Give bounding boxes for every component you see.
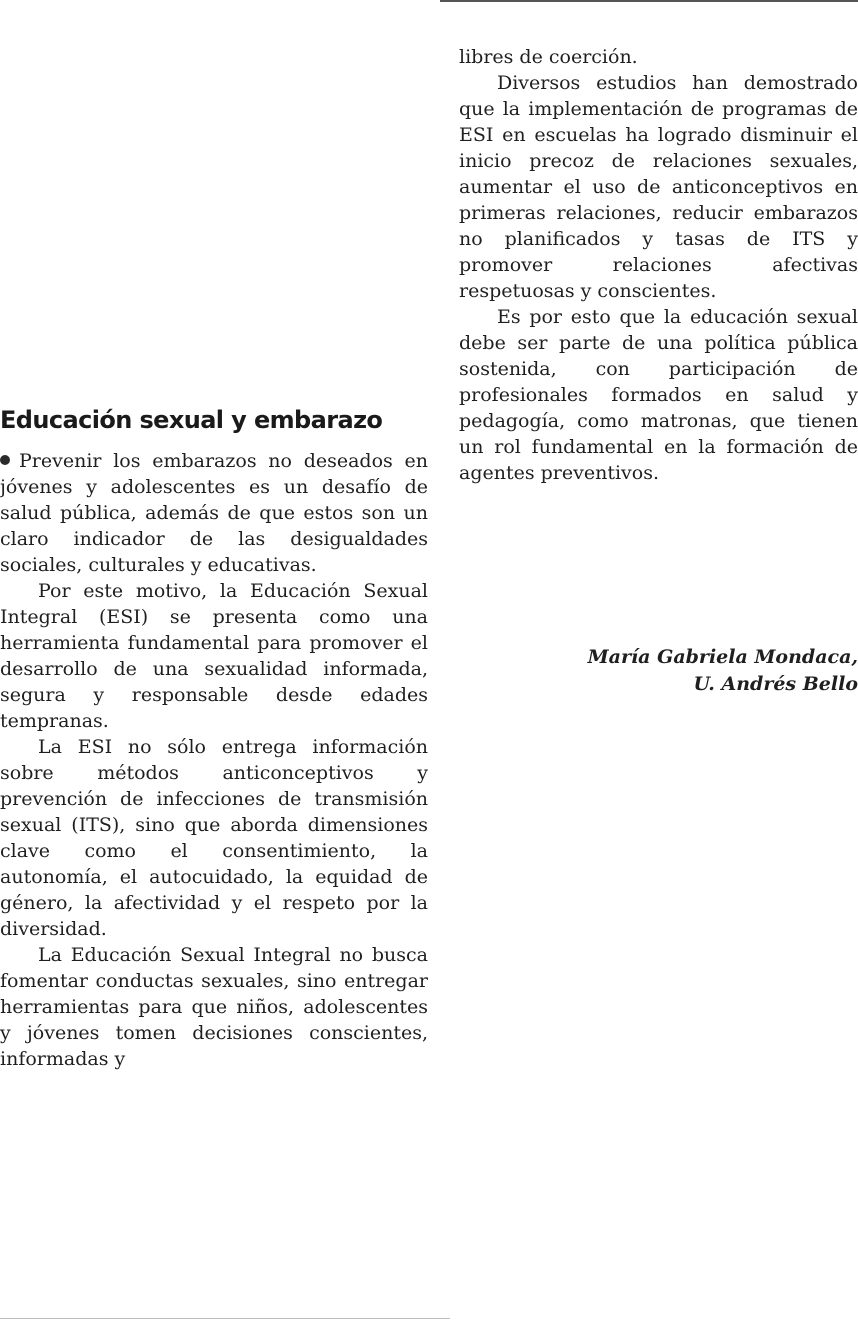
right-column: [459, 44, 858, 486]
paragraph: Diversos estudios han demostrado que la implementación de programas de ESI en escuelas ha logrado disminuir el inicio precoz de relaciones sexuales, aumentar el uso de anticonceptivos en primeras relaciones, reducir embarazos no planificados y tasas de ITS y promover relaciones afectivas respetuosas y conscientes.: [459, 72, 858, 302]
author-name: María Gabriela Mondaca,: [587, 646, 858, 668]
author-affiliation: U. Andrés Bello: [693, 673, 858, 695]
paragraph: [0, 448, 428, 578]
author-signature: [498, 644, 858, 698]
bullet-icon: [0, 455, 10, 465]
article-headline: Educación sexual y embarazo: [0, 406, 383, 434]
paragraph: Es por esto que la educación sexual debe ser parte de una política pública sostenida, con participación de profesionales formados en salud y pedagogía, como matronas, que tienen un rol fundamental en la formación de agentes preventivos.: [459, 306, 858, 484]
paragraph: libres de coerción.: [459, 46, 638, 68]
left-column: [0, 448, 428, 1072]
paragraph-text: Prevenir los embarazos no deseados en jóvenes y adolescentes es un desafío de salud pública, además de que estos son un claro indicador de las desigualdades sociales, culturales y educativas.: [0, 450, 428, 576]
bottom-rule: [0, 1318, 450, 1319]
paragraph: Por este motivo, la Educación Sexual Integral (ESI) se presenta como una herramienta fundamental para promover el desarrollo de una sexualidad informada, segura y responsable desde edades tempranas.: [0, 580, 428, 732]
top-rule: [440, 0, 858, 2]
paragraph: La ESI no sólo entrega información sobre métodos anticonceptivos y prevención de infecciones de transmisión sexual (ITS), sino que aborda dimensiones clave como el consentimiento, la autonomía, el autocuidado, la equidad de género, la afectividad y el respeto por la diversidad.: [0, 736, 428, 940]
paragraph: La Educación Sexual Integral no busca fomentar conductas sexuales, sino entregar herramientas para que niños, adolescentes y jóvenes tomen decisiones conscientes, informadas y: [0, 944, 428, 1070]
